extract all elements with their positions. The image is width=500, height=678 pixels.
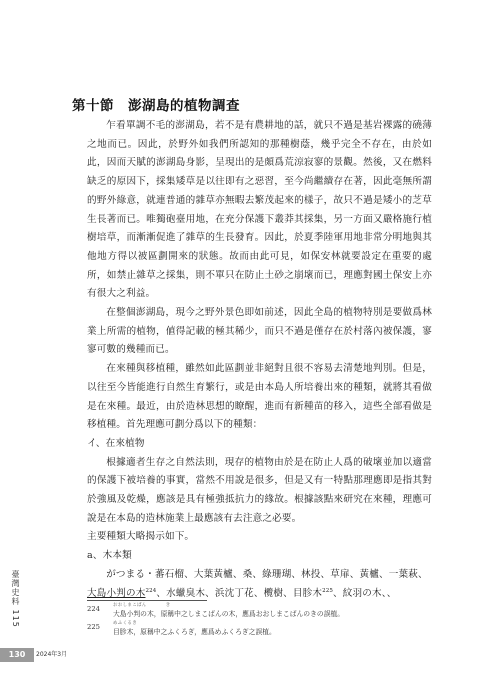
footnote-number: 225	[87, 622, 100, 631]
journal-title	[10, 570, 21, 628]
journal-title-text: 臺灣史料	[11, 570, 20, 606]
page-number: 130	[0, 648, 34, 662]
species-line: がつまる・蕃石榴、大葉黃櫨、桑、綠珊瑚、林投、草扉、黃櫨、一葉萩、	[106, 568, 428, 580]
footnote-ref: 224	[145, 587, 157, 594]
species-names: 、水蠟臭木、浜沈丁花、欖樹、目胗木	[156, 587, 323, 599]
footnote-ruby: おおしまこばん き	[113, 603, 171, 608]
paragraph: 根據適者生存之自然法則，現存的植物由於是在防止人爲的破壞並加以適當的保護下被培養的事實，當然不用說是很多，但是又有一特點那理應即是指其對於強風及乾燥，應該是具有極強抵抗力的緣故。根據該點來研究在來種，理應可說是在本島的造林施業上最應該有去注意之必要。	[87, 456, 432, 524]
paragraph: 在整個澎湖島，現今之野外景色即如前述，因此全島的植物特別是要做爲林業上所需的植物，値得記載的極其稀少，而只不過是僅存在於村落內被保護，寥寥可數的幾種而已。	[87, 307, 432, 356]
paragraph: 乍看單調不毛的澎湖島，若不是有農耕地的話，就只不過是基岩裸露的磽薄之地而已。因此，於野外如我們所認知的那種樹蔭，幾乎完全不存在，由於如此，因而天賦的澎湖島身影，呈現出的是頗爲荒涼寂寥的景觀。然後，又在燃料缺乏的原因下，採集矮草是以往即有之惡習，至今尚繼續存在著，因此毫無所謂的野外綠意，就連普通的雜草亦無暇去繁茂起來的樣子，故只不過是矮小的芝草生長著而已。唯獨砲臺用地，在充分保護下叢莽其採集，另一方面又嚴格施行植樹培草，而漸漸促進了雜草的生長發育。因此，於夏季陸軍用地非常分明地與其他地方得以被區劃開來的狀態。故而由此可見，如保安林就要設定在重要的處所，如禁止雜草之採集，則不單只在防止土砂之崩壞而已，理應對國土保安上亦有很大之利益。	[87, 120, 432, 300]
footnote-ruby: めふくるき	[113, 620, 137, 626]
section-title: 第十節 澎湖島的植物調查	[72, 98, 240, 114]
list-subheading: a、木本類	[87, 550, 132, 562]
footnote-text: 目胗木，原稱中之ふくろぎ，應爲めふくろぎ之誤植。	[113, 627, 276, 636]
issue-date: 2024年3月	[36, 651, 68, 658]
footnote	[87, 603, 432, 621]
list-heading: イ、在來植物	[87, 437, 145, 449]
footnote-body	[113, 603, 344, 621]
species-name: 大島小判の木	[87, 587, 146, 599]
species-names: 、紋羽の木、、	[333, 587, 397, 599]
issue-number: 115	[11, 609, 20, 628]
footnote-divider	[87, 600, 207, 601]
footnote-text: 大島小判の木，原稱中之しまこばんの木，應爲おおしまこばんのきの誤植。	[113, 610, 345, 618]
body-text	[87, 117, 432, 603]
footnotes	[87, 603, 432, 638]
footnote-ref: 225	[322, 587, 334, 594]
sidebar	[0, 0, 34, 678]
footnote	[87, 621, 432, 639]
paragraph: 在來種與移植種，雖然如此區劃並非絕對且很不容易去清楚地判別。但是，以往至今皆能進行自然生育繁行，或是由本島人所培養出來的種類，就將其看做是在來種。最近，由於造林思想的瞭醒，進而有新種苗的移入，這些全部看做是移植種。首先理應可劃分爲以下的種類：	[87, 363, 432, 431]
list-intro: 主要種類大略揭示如下。	[87, 531, 195, 543]
footnote-number: 224	[87, 605, 100, 613]
footnote-body	[113, 621, 276, 639]
